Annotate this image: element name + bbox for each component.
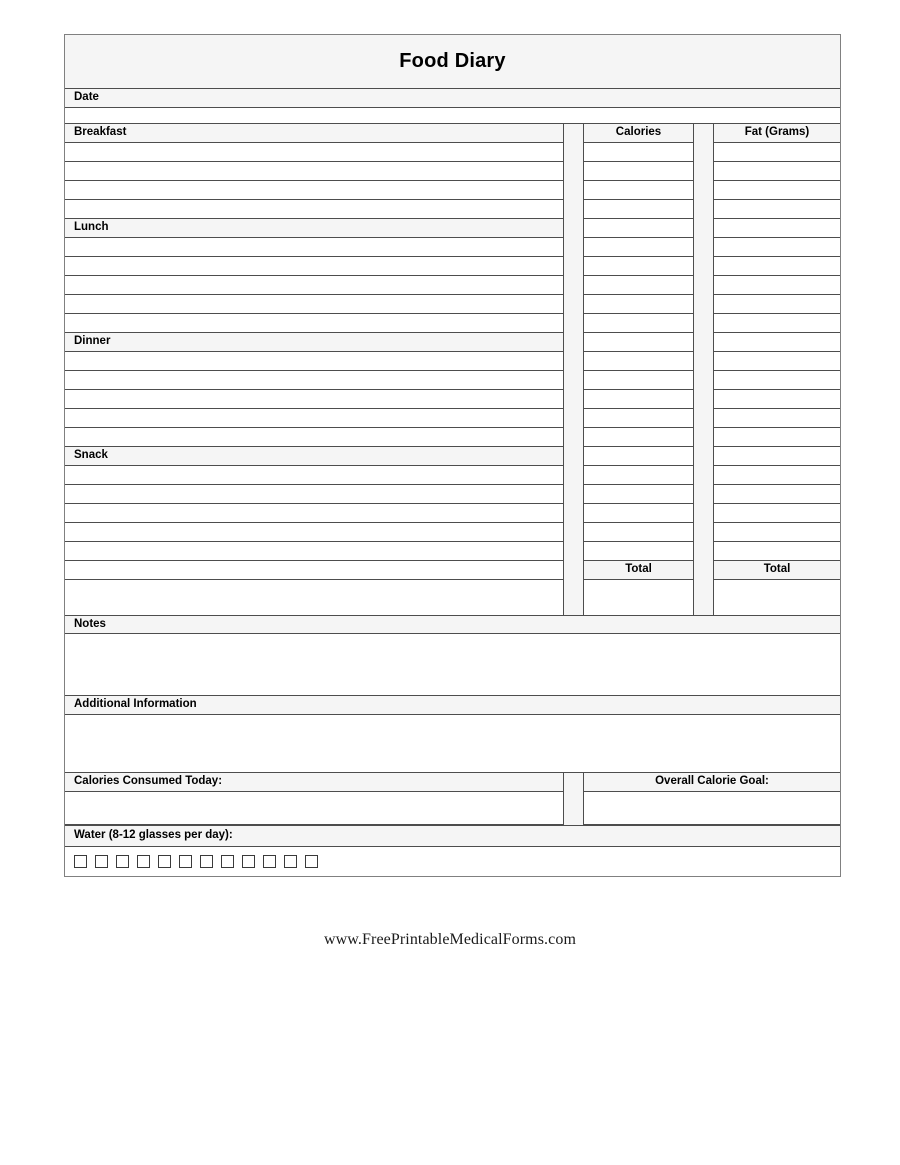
food-entry-row[interactable] (65, 276, 563, 295)
food-entry-row[interactable] (65, 504, 563, 523)
fat-entry-row[interactable] (714, 466, 840, 485)
calories-consumed-label: Calories Consumed Today: (74, 775, 223, 788)
fat-total-label: Total (763, 563, 791, 576)
fat-entry-row[interactable] (714, 238, 840, 257)
food-entry-row[interactable] (65, 561, 563, 580)
water-checkbox[interactable] (242, 855, 255, 868)
food-entry-row[interactable] (65, 143, 563, 162)
calories-entry-row[interactable] (584, 219, 693, 238)
fat-total-value[interactable] (714, 580, 840, 615)
fat-entry-row[interactable] (714, 371, 840, 390)
fat-total-header (714, 561, 840, 580)
meal-header-label: Snack (74, 449, 108, 462)
footer-url: www.FreePrintableMedicalForms.com (324, 931, 576, 948)
food-column (65, 124, 563, 615)
calories-entry-row[interactable] (584, 466, 693, 485)
fat-entry-row[interactable] (714, 542, 840, 561)
calories-header-label: Calories (615, 126, 662, 139)
meal-header-lunch (65, 219, 563, 238)
food-entry-row[interactable] (65, 314, 563, 333)
food-diary-form (64, 34, 841, 877)
calories-entry-row[interactable] (584, 447, 693, 466)
calories-entry-row[interactable] (584, 200, 693, 219)
fat-entry-row[interactable] (714, 352, 840, 371)
overall-calorie-goal-label-row (584, 773, 840, 792)
calories-entry-row[interactable] (584, 333, 693, 352)
food-entry-row[interactable] (65, 162, 563, 181)
date-label-row (65, 89, 840, 108)
calories-consumed-input[interactable] (65, 792, 563, 825)
fat-entry-row[interactable] (714, 143, 840, 162)
fat-entry-row[interactable] (714, 390, 840, 409)
water-checkbox-group (65, 847, 840, 876)
calorie-summary-row (65, 773, 840, 825)
meal-header-label: Dinner (74, 335, 111, 348)
additional-information-label-row (65, 696, 840, 715)
column-divider-right (693, 124, 714, 615)
fat-entry-row[interactable] (714, 295, 840, 314)
food-entry-row[interactable] (65, 295, 563, 314)
calories-entry-row[interactable] (584, 314, 693, 333)
food-entry-row[interactable] (65, 238, 563, 257)
water-checkbox[interactable] (263, 855, 276, 868)
fat-entry-row[interactable] (714, 523, 840, 542)
food-entry-row[interactable] (65, 390, 563, 409)
food-entry-row[interactable] (65, 257, 563, 276)
fat-column (714, 124, 840, 615)
water-checkbox[interactable] (305, 855, 318, 868)
calories-entry-row[interactable] (584, 542, 693, 561)
meal-header-breakfast (65, 124, 563, 143)
meal-header-snack (65, 447, 563, 466)
fat-entry-row[interactable] (714, 200, 840, 219)
additional-information-input[interactable] (65, 715, 840, 773)
water-checkbox[interactable] (200, 855, 213, 868)
calories-entry-row[interactable] (584, 390, 693, 409)
date-input-row[interactable] (65, 108, 840, 124)
water-checkbox[interactable] (158, 855, 171, 868)
calories-total-label: Total (625, 563, 652, 576)
fat-entry-row[interactable] (714, 409, 840, 428)
food-entry-row[interactable] (65, 200, 563, 219)
fat-entry-row[interactable] (714, 333, 840, 352)
calories-entry-row[interactable] (584, 276, 693, 295)
calories-column-header (584, 124, 693, 143)
calories-consumed-block (65, 773, 563, 825)
summary-column-divider (563, 773, 584, 825)
fat-header-label: Fat (Grams) (744, 126, 810, 139)
calories-entry-row[interactable] (584, 485, 693, 504)
calories-entry-row[interactable] (584, 428, 693, 447)
calories-total-value[interactable] (584, 580, 693, 615)
fat-entry-row[interactable] (714, 504, 840, 523)
meal-header-label: Breakfast (74, 126, 127, 139)
fat-entry-row[interactable] (714, 428, 840, 447)
fat-entry-row[interactable] (714, 314, 840, 333)
fat-entry-row[interactable] (714, 162, 840, 181)
calories-entry-row[interactable] (584, 181, 693, 200)
overall-calorie-goal-input[interactable] (584, 792, 840, 825)
water-checkbox[interactable] (137, 855, 150, 868)
food-entry-row[interactable] (65, 466, 563, 485)
meals-table (65, 124, 840, 615)
food-entry-row[interactable] (65, 580, 563, 599)
meal-header-dinner (65, 333, 563, 352)
water-label: Water (8-12 glasses per day): (74, 829, 233, 842)
food-entry-row[interactable] (65, 542, 563, 561)
water-checkbox[interactable] (95, 855, 108, 868)
page-title: Food Diary (399, 50, 506, 72)
food-entry-row[interactable] (65, 352, 563, 371)
food-entry-row[interactable] (65, 485, 563, 504)
fat-entry-row[interactable] (714, 447, 840, 466)
calories-column (584, 124, 693, 615)
fat-entry-row[interactable] (714, 219, 840, 238)
form-title-bar (65, 35, 840, 89)
fat-entry-row[interactable] (714, 181, 840, 200)
calories-entry-row[interactable] (584, 295, 693, 314)
food-entry-row[interactable] (65, 409, 563, 428)
calories-entry-row[interactable] (584, 523, 693, 542)
fat-column-header (714, 124, 840, 143)
calories-consumed-label-row (65, 773, 563, 792)
notes-label: Notes (74, 617, 106, 630)
water-checkbox[interactable] (74, 855, 87, 868)
additional-information-label: Additional Information (74, 698, 197, 711)
calories-entry-row[interactable] (584, 504, 693, 523)
calories-total-header (584, 561, 693, 580)
calories-entry-row[interactable] (584, 409, 693, 428)
fat-entry-row[interactable] (714, 276, 840, 295)
water-checkbox[interactable] (221, 855, 234, 868)
food-entry-row[interactable] (65, 428, 563, 447)
fat-entry-row[interactable] (714, 257, 840, 276)
calories-entry-row[interactable] (584, 143, 693, 162)
water-checkbox[interactable] (116, 855, 129, 868)
water-checkbox[interactable] (179, 855, 192, 868)
notes-input[interactable] (65, 634, 840, 696)
overall-calorie-goal-block (584, 773, 840, 825)
food-entry-row[interactable] (65, 371, 563, 390)
column-divider-left (563, 124, 584, 615)
food-entry-row[interactable] (65, 523, 563, 542)
overall-calorie-goal-label: Overall Calorie Goal: (655, 775, 769, 788)
calories-entry-row[interactable] (584, 238, 693, 257)
date-label: Date (74, 91, 99, 104)
food-entry-row[interactable] (65, 181, 563, 200)
calories-entry-row[interactable] (584, 257, 693, 276)
calories-entry-row[interactable] (584, 352, 693, 371)
water-checkbox[interactable] (284, 855, 297, 868)
notes-label-row (65, 615, 840, 634)
calories-entry-row[interactable] (584, 162, 693, 181)
fat-entry-row[interactable] (714, 485, 840, 504)
calories-entry-row[interactable] (584, 371, 693, 390)
water-label-row (65, 825, 840, 847)
meal-header-label: Lunch (74, 221, 109, 234)
